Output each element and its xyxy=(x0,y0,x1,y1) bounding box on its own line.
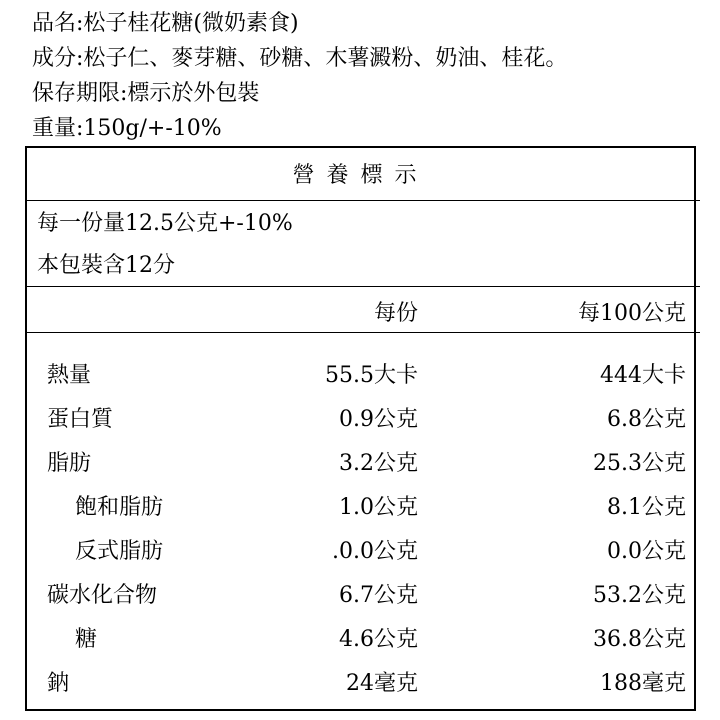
per-serving-value: 24毫克 xyxy=(346,671,418,696)
divider xyxy=(27,286,700,287)
per-100g-value: 53.2公克 xyxy=(593,583,686,608)
panel-title: 營養標示 xyxy=(292,163,429,188)
nutrient-name: 碳水化合物 xyxy=(47,583,158,608)
servings-per-package: 本包裝含12分 xyxy=(37,253,175,278)
per-100g-value: 6.8公克 xyxy=(607,407,686,432)
per-serving-value: 6.7公克 xyxy=(339,583,418,608)
per-100g-value: 0.0公克 xyxy=(607,539,686,564)
nutrient-row xyxy=(27,666,694,710)
nutrient-row xyxy=(27,578,694,622)
nutrient-name: 糖 xyxy=(75,627,98,652)
per-100g-value: 188毫克 xyxy=(600,671,686,696)
col-header-per-serving: 每份 xyxy=(373,301,418,326)
nutrient-row xyxy=(27,622,694,666)
divider xyxy=(27,332,700,333)
divider xyxy=(27,200,700,201)
per-100g-value: 8.1公克 xyxy=(607,495,686,520)
nutrient-name: 反式脂肪 xyxy=(75,539,164,564)
per-serving-value: 1.0公克 xyxy=(339,495,418,520)
net-weight: 重量:150g/+-10% xyxy=(32,116,222,141)
nutrient-name: 脂肪 xyxy=(47,451,92,476)
col-header-per-100g: 每100公克 xyxy=(578,301,686,326)
nutrient-row xyxy=(27,534,694,578)
per-100g-value: 36.8公克 xyxy=(593,627,686,652)
per-serving-value: 55.5大卡 xyxy=(325,363,418,388)
product-info xyxy=(32,6,567,146)
nutrient-row xyxy=(27,402,694,446)
ingredients: 成分:松子仁、麥芽糖、砂糖、木薯澱粉、奶油、桂花。 xyxy=(32,46,568,71)
nutrient-name: 鈉 xyxy=(47,671,70,696)
nutrient-row xyxy=(27,490,694,534)
per-100g-value: 25.3公克 xyxy=(593,451,686,476)
nutrition-panel xyxy=(25,146,696,711)
shelf-life: 保存期限:標示於外包裝 xyxy=(32,81,260,106)
per-100g-value: 444大卡 xyxy=(600,363,686,388)
per-serving-value: .0.0公克 xyxy=(332,539,418,564)
product-name: 品名:松子桂花糖(微奶素食) xyxy=(32,11,299,36)
nutrient-name: 飽和脂肪 xyxy=(75,495,164,520)
nutrient-row xyxy=(27,446,694,490)
serving-size: 每一份量12.5公克+-10% xyxy=(37,211,293,236)
per-serving-value: 3.2公克 xyxy=(339,451,418,476)
nutrient-name: 蛋白質 xyxy=(47,407,114,432)
nutrient-name: 熱量 xyxy=(47,363,92,388)
per-serving-value: 4.6公克 xyxy=(339,627,418,652)
per-serving-value: 0.9公克 xyxy=(339,407,418,432)
nutrient-row xyxy=(27,358,694,402)
